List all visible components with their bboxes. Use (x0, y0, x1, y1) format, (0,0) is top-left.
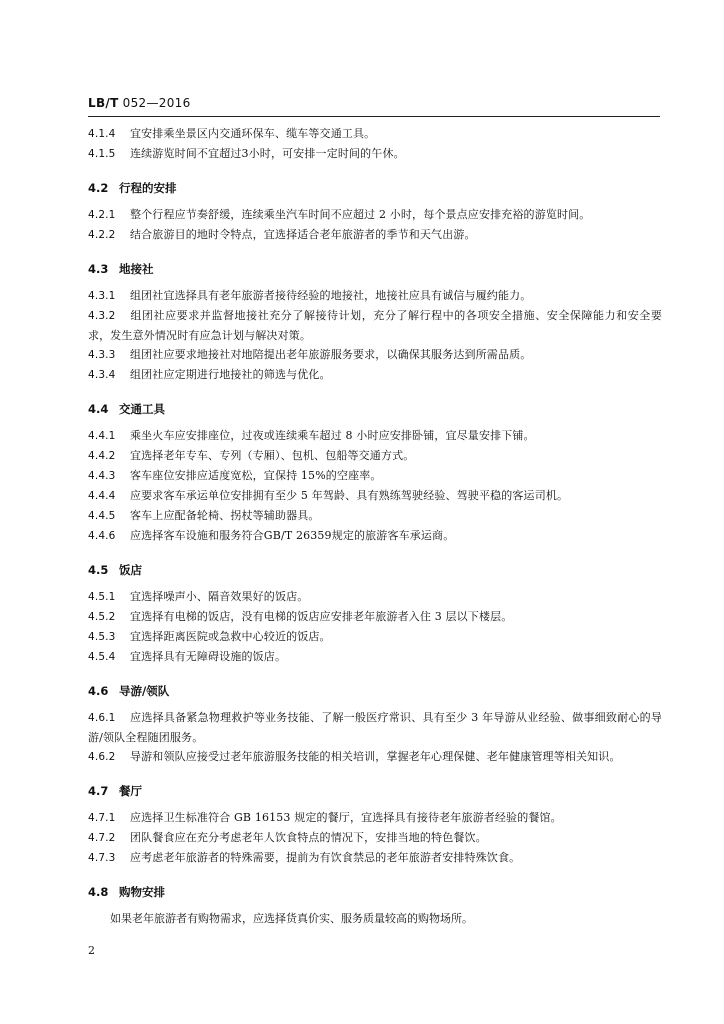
clause-item (88, 124, 662, 144)
clause-text: 组团社宜选择具有老年旅游者接待经验的地接社，地接社应具有诚信与履约能力。 (130, 289, 532, 302)
clause-text: 应选择具备紧急物理救护等业务技能、了解一般医疗常识、具有至少 3 年导游从业经验、做事细致耐心的导游/领队全程随团服务。 (88, 711, 662, 744)
clause-item (88, 426, 662, 446)
section-heading-text: 行程的安排 (119, 181, 177, 195)
section-number: 4.5 (88, 563, 109, 577)
section-number: 4.2 (88, 181, 109, 195)
clause-text: 宜选择噪声小、隔音效果好的饭店。 (130, 590, 309, 603)
clause-text: 乘坐火车应安排座位，过夜或连续乘车超过 8 小时应安排卧铺，宜尽量安排下铺。 (130, 429, 535, 442)
clause-item (88, 506, 662, 526)
section-title (88, 400, 662, 419)
clause-text: 应要求客车承运单位安排拥有至少 5 年驾龄、具有熟练驾驶经验、驾驶平稳的客运司机。 (130, 489, 569, 502)
section-title (88, 682, 662, 701)
clause-item (88, 205, 662, 225)
clause-number: 4.1.4 (88, 128, 116, 140)
clause-number: 4.4.2 (88, 450, 116, 462)
clause-number: 4.4.3 (88, 470, 116, 482)
clause-item (88, 627, 662, 647)
clause-number: 4.6.1 (88, 712, 116, 724)
clause-item (88, 225, 662, 245)
clause-text: 应选择卫生标准符合 GB 16153 规定的餐厅，宜选择具有接待老年旅游者经验的餐馆。 (130, 811, 562, 824)
clause-item (88, 607, 662, 627)
clause-number: 4.6.2 (88, 751, 116, 763)
clause-text: 宜选择老年专车、专列（专厢）、包机、包船等交通方式。 (130, 449, 415, 462)
clause-item (88, 486, 662, 506)
clause-item (88, 808, 662, 828)
clause-item (88, 848, 662, 868)
section-heading-text: 购物安排 (119, 885, 165, 899)
clause-item (88, 708, 662, 747)
section-number: 4.3 (88, 262, 109, 276)
clause-item (88, 828, 662, 848)
clause-text: 客车上应配备轮椅、拐杖等辅助器具。 (130, 509, 320, 522)
section-heading-text: 交通工具 (119, 402, 165, 416)
clause-item (88, 286, 662, 306)
section-title (88, 260, 662, 279)
clause-number: 4.2.1 (88, 209, 116, 221)
clause-number: 4.7.2 (88, 832, 116, 844)
section-heading-text: 餐厅 (119, 784, 142, 798)
clause-number: 4.5.2 (88, 611, 116, 623)
clause-number: 4.1.5 (88, 148, 116, 160)
section-title (88, 782, 662, 801)
clause-number: 4.7.1 (88, 812, 116, 824)
section-title (88, 561, 662, 580)
section-number: 4.4 (88, 402, 109, 416)
clause-text: 宜选择具有无障碍设施的饭店。 (130, 650, 287, 663)
document-code-number: 052—2016 (118, 96, 191, 110)
clause-item (88, 647, 662, 667)
section-number: 4.8 (88, 885, 109, 899)
clause-number: 4.4.4 (88, 490, 116, 502)
clause-text: 宜选择距离医院或急救中心较近的饭店。 (130, 630, 331, 643)
section-title (88, 179, 662, 198)
document-code-prefix: LB/T (88, 96, 119, 110)
clause-number: 4.3.3 (88, 349, 116, 361)
clause-number: 4.3.1 (88, 290, 116, 302)
clause-item (88, 747, 662, 767)
clause-number: 4.4.1 (88, 430, 116, 442)
clause-item (88, 526, 662, 546)
clause-number: 4.5.1 (88, 591, 116, 603)
clause-item (88, 306, 662, 345)
header-divider (88, 116, 660, 117)
document-code (88, 96, 191, 110)
section-heading-text: 饭店 (119, 563, 142, 577)
clause-text: 组团社应要求地接社对地陪提出老年旅游服务要求，以确保其服务达到所需品质。 (130, 348, 532, 361)
section-number: 4.7 (88, 784, 109, 798)
clause-text: 导游和领队应接受过老年旅游服务技能的相关培训，掌握老年心理保健、老年健康管理等相关知识。 (130, 750, 621, 763)
clause-number: 4.3.4 (88, 369, 116, 381)
clause-item (88, 587, 662, 607)
clause-text: 宜选择有电梯的饭店，没有电梯的饭店应安排老年旅游者入住 3 层以下楼层。 (130, 610, 513, 623)
clause-item (88, 345, 662, 365)
clause-text: 客车座位安排应适度宽松，宜保持 15%的空座率。 (130, 469, 382, 482)
clause-number: 4.4.5 (88, 510, 116, 522)
clause-text: 整个行程应节奏舒缓，连续乘坐汽车时间不应超过 2 小时，每个景点应安排充裕的游览时间。 (130, 208, 591, 221)
clause-text: 连续游览时间不宜超过3小时，可安排一定时间的午休。 (130, 147, 405, 160)
clause-number: 4.2.2 (88, 229, 116, 241)
clause-text: 团队餐食应在充分考虑老年人饮食特点的情况下，安排当地的特色餐饮。 (130, 831, 487, 844)
clause-number: 4.4.6 (88, 530, 116, 542)
clause-text: 结合旅游目的地时令特点，宜选择适合老年旅游者的季节和天气出游。 (130, 228, 476, 241)
clause-text: 宜安排乘坐景区内交通环保车、缆车等交通工具。 (130, 127, 376, 140)
clause-number: 4.5.3 (88, 631, 116, 643)
page-number: 2 (88, 944, 95, 957)
body-paragraph: 如果老年旅游者有购物需求，应选择货真价实、服务质量较高的购物场所。 (110, 912, 473, 925)
clause-text: 应考虑老年旅游者的特殊需要，提前为有饮食禁忌的老年旅游者安排特殊饮食。 (130, 851, 521, 864)
section-heading-text: 导游/领队 (119, 684, 170, 698)
clause-text: 应选择客车设施和服务符合GB/T 26359规定的旅游客车承运商。 (130, 529, 455, 542)
clause-item (88, 365, 662, 385)
clause-text: 组团社应定期进行地接社的筛选与优化。 (130, 368, 331, 381)
clause-item (88, 466, 662, 486)
clause-item (88, 446, 662, 466)
clause-item (88, 144, 662, 164)
clause-number: 4.5.4 (88, 651, 116, 663)
clause-number: 4.3.2 (88, 310, 116, 322)
section-title (88, 883, 662, 902)
document-body (88, 124, 662, 928)
clause-text: 组团社应要求并监督地接社充分了解接待计划，充分了解行程中的各项安全措施、安全保障能力和安全要求，发生意外情况时有应急计划与解决对策。 (88, 309, 662, 342)
section-number: 4.6 (88, 684, 109, 698)
clause-number: 4.7.3 (88, 852, 116, 864)
section-heading-text: 地接社 (119, 262, 154, 276)
